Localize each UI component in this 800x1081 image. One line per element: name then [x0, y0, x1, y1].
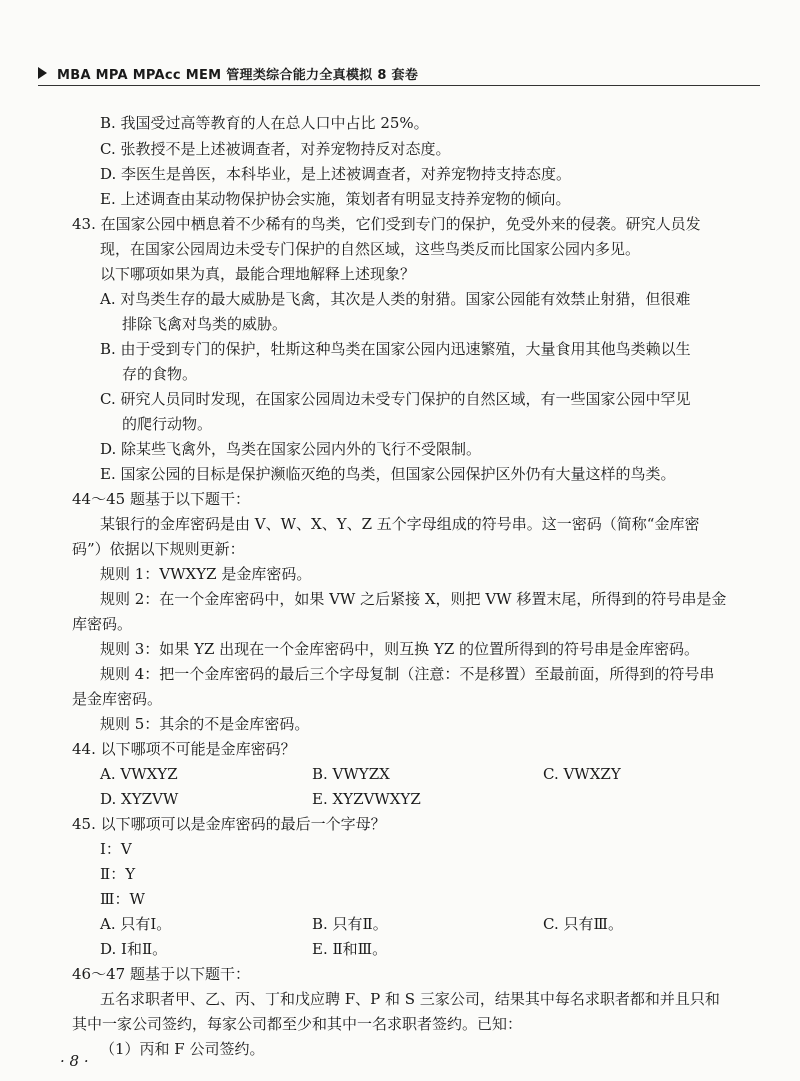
header-rule: [38, 85, 760, 86]
q43-option-b-line1: B. 由于受到专门的保护，牡斯这种鸟类在国家公园内迅速繁殖，大量食用其他鸟类赖以生: [100, 340, 691, 358]
q43-option-c-line2: 的爬行动物。: [122, 415, 213, 433]
q45-stem: 45. 以下哪项可以是金库密码的最后一个字母？: [72, 815, 386, 833]
q43-stem-line1: 43. 在国家公园中栖息着不少稀有的鸟类，它们受到专门的保护，免受外来的侵袭。研究人员发: [72, 215, 701, 233]
q45-option-c: C. 只有Ⅲ。: [543, 915, 623, 933]
set44-rule2-line1: 规则 2：在一个金库密码中，如果 VW 之后紧接 X，则把 VW 移置末尾，所得到的符号串是金: [100, 590, 727, 608]
q43-question: 以下哪项如果为真，最能合理地解释上述现象？: [100, 265, 416, 283]
q44-stem: 44. 以下哪项不可能是金库密码？: [72, 740, 296, 758]
set46-paragraph-line1: 五名求职者甲、乙、丙、丁和戊应聘 F、P 和 S 三家公司，结果其中每名求职者都和并且只和: [100, 990, 720, 1008]
set44-rule5: 规则 5：其余的不是金库密码。: [100, 715, 310, 733]
q42-option-e: E. 上述调查由某动物保护协会实施，策划者有明显支持养宠物的倾向。: [100, 190, 571, 208]
q45-statement-i: Ⅰ：V: [100, 840, 132, 858]
q43-stem-line2: 现，在国家公园周边未受专门保护的自然区域，这些鸟类反而比国家公园内多见。: [100, 240, 641, 258]
q43-option-b-line2: 存的食物。: [122, 365, 198, 383]
q44-option-d: D. XYZVW: [100, 790, 179, 808]
set44-paragraph-line2: 码”）依据以下规则更新：: [72, 540, 245, 558]
set44-rule4-line1: 规则 4：把一个金库密码的最后三个字母复制（注意：不是移置）至最前面，所得到的符号串: [100, 665, 715, 683]
q45-option-b: B. 只有Ⅱ。: [312, 915, 388, 933]
q44-option-a: A. VWXYZ: [100, 765, 178, 783]
q42-option-c: C. 张教授不是上述被调查者，对养宠物持反对态度。: [100, 140, 451, 158]
q45-statement-ii: Ⅱ：Y: [100, 865, 136, 883]
q43-option-a-line1: A. 对鸟类生存的最大威胁是飞禽，其次是人类的射猎。国家公园能有效禁止射猎，但很难: [100, 290, 691, 308]
set44-intro: 44～45 题基于以下题干：: [72, 490, 250, 508]
q42-option-b: B. 我国受过高等教育的人在总人口中占比 25%。: [100, 114, 429, 132]
q45-statement-iii: Ⅲ：W: [100, 890, 145, 908]
running-header: [38, 62, 758, 84]
set44-rule2-line2: 库密码。: [72, 615, 133, 633]
set44-paragraph-line1: 某银行的金库密码是由 V、W、X、Y、Z 五个字母组成的符号串。这一密码（简称“金库密: [100, 515, 700, 533]
set46-paragraph-line2: 其中一家公司签约，每家公司都至少和其中一名求职者签约。已知：: [72, 1015, 523, 1033]
set44-rule1: 规则 1：VWXYZ 是金库密码。: [100, 565, 312, 583]
set46-condition1: （1）丙和 F 公司签约。: [100, 1040, 265, 1058]
q43-option-a-line2: 排除飞禽对鸟类的威胁。: [122, 315, 288, 333]
q43-option-d: D. 除某些飞禽外，鸟类在国家公园内外的飞行不受限制。: [100, 440, 482, 458]
q45-option-e: E. Ⅱ和Ⅲ。: [312, 940, 388, 958]
q43-option-c-line1: C. 研究人员同时发现，在国家公园周边未受专门保护的自然区域，有一些国家公园中罕见: [100, 390, 691, 408]
q44-option-c: C. VWXZY: [543, 765, 621, 783]
set46-intro: 46～47 题基于以下题干：: [72, 965, 250, 983]
triangle-marker-icon: [38, 67, 47, 79]
q42-option-d: D. 李医生是兽医，本科毕业，是上述被调查者，对养宠物持支持态度。: [100, 165, 572, 183]
q44-option-e: E. XYZVWXYZ: [312, 790, 421, 808]
header-title: MBA MPA MPAcc MEM 管理类综合能力全真模拟 8 套卷: [57, 67, 419, 83]
page-number: · 8 ·: [60, 1052, 89, 1070]
set44-rule3: 规则 3：如果 YZ 出现在一个金库密码中，则互换 YZ 的位置所得到的符号串是金库密码。: [100, 640, 700, 658]
q44-option-b: B. VWYZX: [312, 765, 390, 783]
q45-option-d: D. Ⅰ和Ⅱ。: [100, 940, 168, 958]
set44-rule4-line2: 是金库密码。: [72, 690, 163, 708]
q45-option-a: A. 只有Ⅰ。: [100, 915, 172, 933]
q43-option-e: E. 国家公园的目标是保护濒临灭绝的鸟类，但国家公园保护区外仍有大量这样的鸟类。: [100, 465, 676, 483]
